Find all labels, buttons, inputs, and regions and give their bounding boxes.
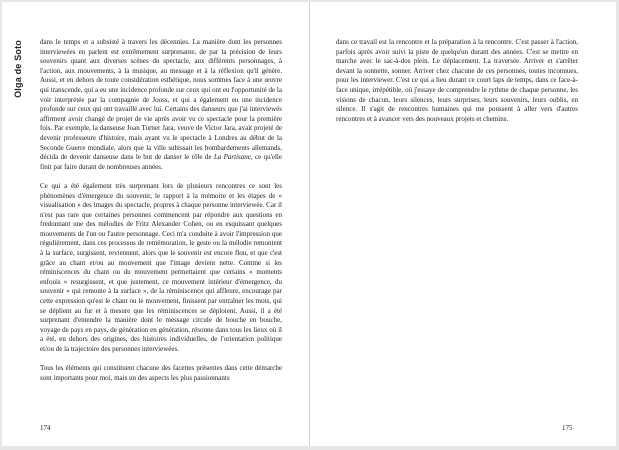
paragraph: Ce qui a été également très surprenant lors de plusieurs rencontres ce sont les phénomènes d'émergence du souvenir, le rapport à la mémoire et les étapes de « visualisation » des images du spectacle, propres à chaque personne interviewée. Car il n'est pas rare que certaines personnes commencent par répondre aux questions en fredonnant une des mélodies de Fritz Alexander Cohen, ou en esquissant quelques mouvements de l'un ou l'autre personnage. Ceci m'a conduite à avoir l'impression que régulièrement, dans ces processus de remémoration, le geste ou la mélodie remontent à la surface, surgissent, reviennent, alors que le souvenir est encore flou, et que c'est grâce au chant et/ou au mouvement que l'image devient nette. Comme si les réminiscences du chant ou du mouvement permettaient que certains « moments enfouis » resurgissent, et que justement, ce mouvement intérieur d'émergence, du souvenir « qui remonte à la surface », de la réminiscence qui affleure, encourage par cette expression qu'est le chant ou le mouvement, finissent par entraîner les mots, qui se déplient au fur et à mesure que les réminiscences se déploient. Aussi, il a été surprenant d'entendre la manière dont le message circule de bouche en bouche, voyage de pays en pays, de génération en génération, résonne dans tous les lieux où il a été, en dehors des origines, des histoires individuelles, de l'orientation politique et/ou de la trajectoire des personnes interviewées. [40, 181, 282, 353]
right-page-text [336, 38, 578, 124]
page-number-left: 174 [40, 424, 51, 432]
paragraph: dans le temps et a subsisté à travers les décennies. La manière dont les personnes interviewées en parlent est extrêmement surprenante, de par la précision de leurs souvenirs quant aux diverses scènes du spectacle, aux différents personnages, à l'action, aux mouvements, à la musique, au message et à la réflexion qu'il génère. Aussi, et en dehors de toute considération esthétique, nous sommes face à une œuvre qui transcende, qui a eu une incidence profonde sur ceux qui ont eu l'opportunité de la voir interprétée par la compagnie de Jooss, et qui a également eu une incidence profonde sur ceux qui ont travaillé avec lui. Certains des danseurs que j'ai interviewés affirment avoir changé de projet de vie après avoir vu ce spectacle pour la première fois. Par exemple, la danseuse Joan Turner Jara, veuve de Victor Jara, avait projeté de devenir professeure d'histoire, mais ayant vu le spectacle à Londres au début de la Seconde Guerre mondiale, alors que la ville subissait les bombardements allemands, décida de devenir danseuse dans le but de danser le rôle de La Partisane, ce qu'elle finit par faire durant de nombreuses années. [40, 38, 282, 171]
page-gutter [309, 2, 310, 446]
left-page-text [40, 38, 282, 383]
paragraph: Tous les éléments qui constituent chacune des facettes présentes dans cette démarche sont importants pour moi, mais un des aspects les plus passionnants [40, 364, 282, 382]
page-number-right: 175 [562, 424, 573, 432]
work-title: La Partisane [213, 153, 251, 162]
running-head: Olga de Soto [13, 40, 23, 98]
book-spread [2, 2, 616, 446]
paragraph: dans ce travail est la rencontre et la préparation à la rencontre. C'est passer à l'action, parfois après avoir suivi la piste de quelqu'un durant des années. C'est se mettre en marche avec le sac-à-dos plein. Le déplacement. La traversée. Arriver et s'arrêter devant la sonnette, sonner. Arriver chez chacune de ces personnes, toutes inconnues, pour les interviewer. C'est ce qui a lieu durant ce court laps de temps, dans ce face-à-face unique, irrépétible, où j'essaye de comprendre le rythme de chaque personne, les visions de chacun, leurs silences, leurs surprises, leurs souvenirs, leurs oublis, en silence. Il s'agit de rencontres humaines qui me poussent à aller vers d'autres rencontres et à avancer vers des nouveaux projets et chemins. [336, 38, 578, 123]
